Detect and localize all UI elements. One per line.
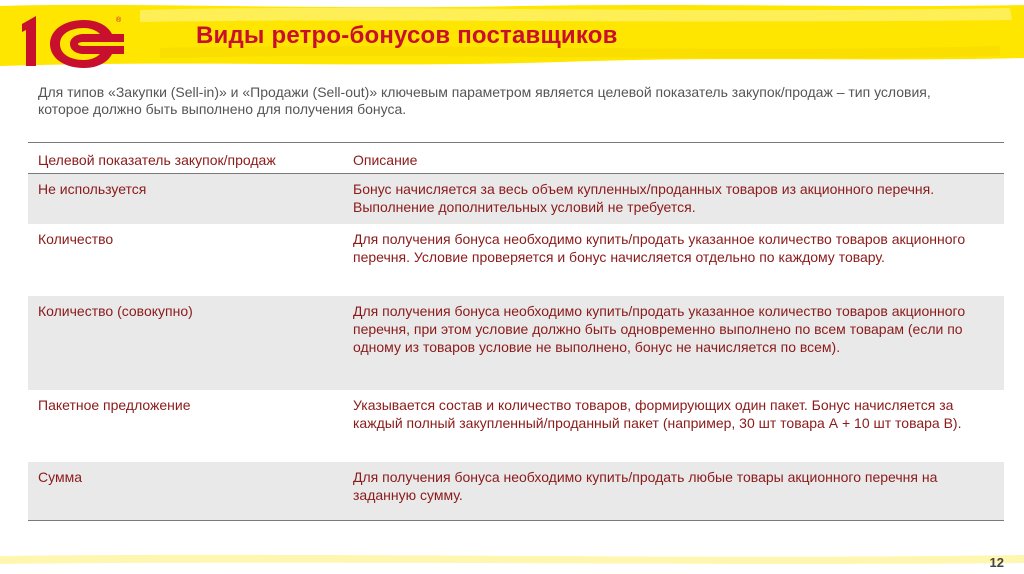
table-row	[28, 462, 1004, 520]
header-description: Описание	[353, 152, 418, 168]
intro-text: Для типов «Закупки (Sell-in)» и «Продажи (Sell-out)» ключевым параметром является целевой показатель закупок/продаж – тип условия, которое должно быть выполнено для получения бонуса.	[38, 84, 931, 117]
row-name: Пакетное предложение	[38, 397, 191, 413]
table-row	[28, 174, 1004, 224]
table-row	[28, 296, 1004, 390]
row-description: Бонус начисляется за весь объем купленных/проданных товаров из акционного перечня. Выполнение дополнительных условий не требуется.	[353, 181, 935, 215]
row-description: Для получения бонуса необходимо купить/продать любые товары акционного перечня на заданную сумму.	[353, 469, 938, 503]
page-number: 12	[989, 555, 1004, 570]
row-name: Количество (совокупно)	[38, 303, 193, 319]
row-name: Не используется	[38, 181, 147, 197]
bonus-types-table	[28, 142, 1004, 521]
table-row	[28, 224, 1004, 296]
row-name: Количество	[38, 231, 114, 247]
table-header-row	[28, 143, 1004, 174]
header-target-indicator: Целевой показатель закупок/продаж	[38, 152, 276, 168]
row-description: Для получения бонуса необходимо купить/продать указанное количество товаров акционного перечня, при этом условие должно быть одновременно выполнено по всем товарам (если по одному из товаров условие не выполнено, бонус не начисляется по всем).	[353, 303, 966, 355]
footer-brush-stroke	[0, 552, 1024, 566]
row-name: Сумма	[38, 469, 82, 485]
row-description: Для получения бонуса необходимо купить/продать указанное количество товаров акционного перечня. Условие проверяется и бонус начисляется отдельно по каждому товару.	[353, 231, 966, 265]
slide-title: Виды ретро-бонусов поставщиков	[196, 22, 618, 49]
1c-logo	[12, 10, 130, 72]
table-row	[28, 390, 1004, 462]
svg-text:®: ®	[116, 17, 122, 24]
row-description: Указывается состав и количество товаров, формирующих один пакет. Бонус начисляется за каждый полный закупленный/проданный пакет (например, 30 шт товара А + 10 шт товара В).	[353, 397, 962, 431]
